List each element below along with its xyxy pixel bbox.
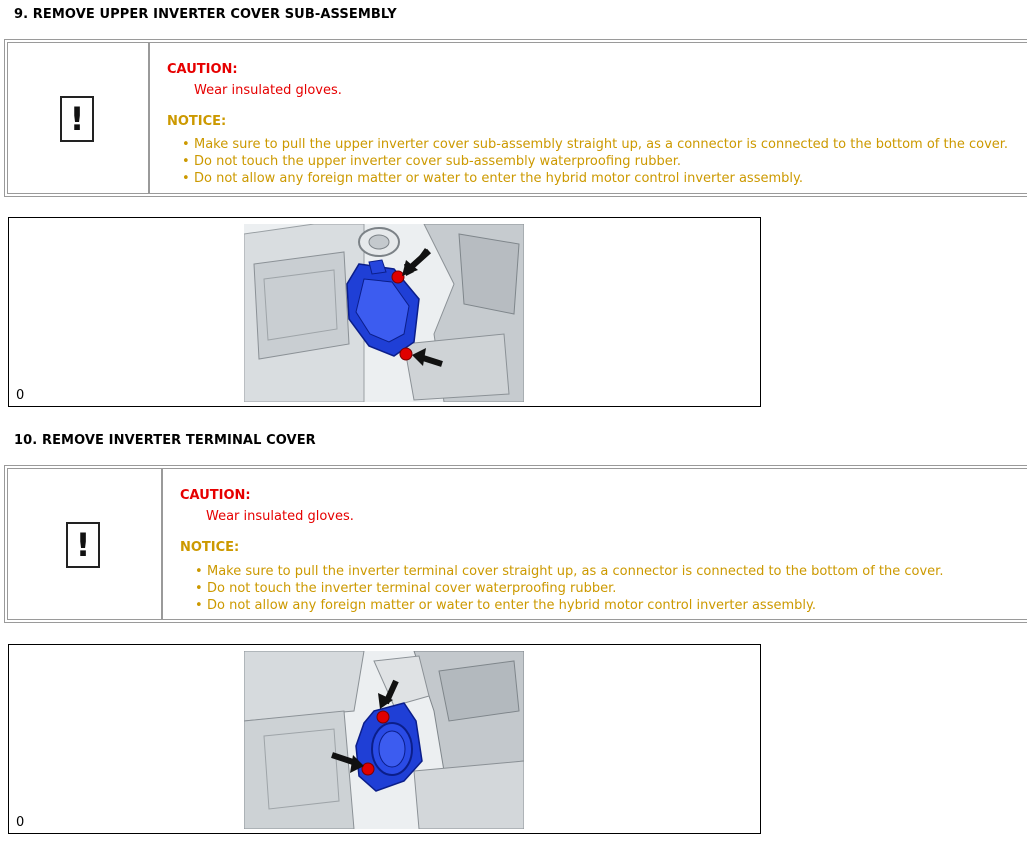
notice-text-cell [149,42,1027,194]
notice-label: NOTICE: [167,114,227,129]
step-9-title: 9. REMOVE UPPER INVERTER COVER SUB-ASSEMBLY [14,7,397,22]
step-10-notice-table [4,465,1027,623]
step-9-figure [8,217,761,407]
figure-label: 0 [16,815,25,830]
warning-exclamation-icon: ! [66,522,100,568]
notice-item: • Make sure to pull the inverter terminal cover straight up, as a connector is connected to the bottom of the cover. [195,563,943,580]
warning-exclamation-icon: ! [60,96,94,142]
notice-list [182,136,1008,187]
caution-label: CAUTION: [180,488,251,503]
notice-list [195,563,943,614]
notice-item: • Do not touch the inverter terminal cover waterproofing rubber. [195,580,943,597]
figure-label: 0 [16,388,25,403]
notice-item: • Do not allow any foreign matter or water to enter the hybrid motor control inverter assembly. [195,597,943,614]
caution-text: Wear insulated gloves. [194,83,342,98]
step-10-figure [8,644,761,834]
step-9-notice-table [4,39,1027,197]
caution-text: Wear insulated gloves. [206,509,354,524]
inverter-terminal-cover-illustration [244,651,524,829]
warning-icon-cell [7,468,162,620]
notice-item: • Do not allow any foreign matter or water to enter the hybrid motor control inverter assembly. [182,170,1008,187]
step-10-title: 10. REMOVE INVERTER TERMINAL COVER [14,433,316,448]
upper-inverter-cover-illustration [244,224,524,402]
caution-label: CAUTION: [167,62,238,77]
notice-item: • Do not touch the upper inverter cover sub-assembly waterproofing rubber. [182,153,1008,170]
notice-label: NOTICE: [180,540,240,555]
notice-text-cell [162,468,1027,620]
notice-item: • Make sure to pull the upper inverter cover sub-assembly straight up, as a connector is connected to the bottom of the cover. [182,136,1008,153]
warning-icon-cell [7,42,149,194]
